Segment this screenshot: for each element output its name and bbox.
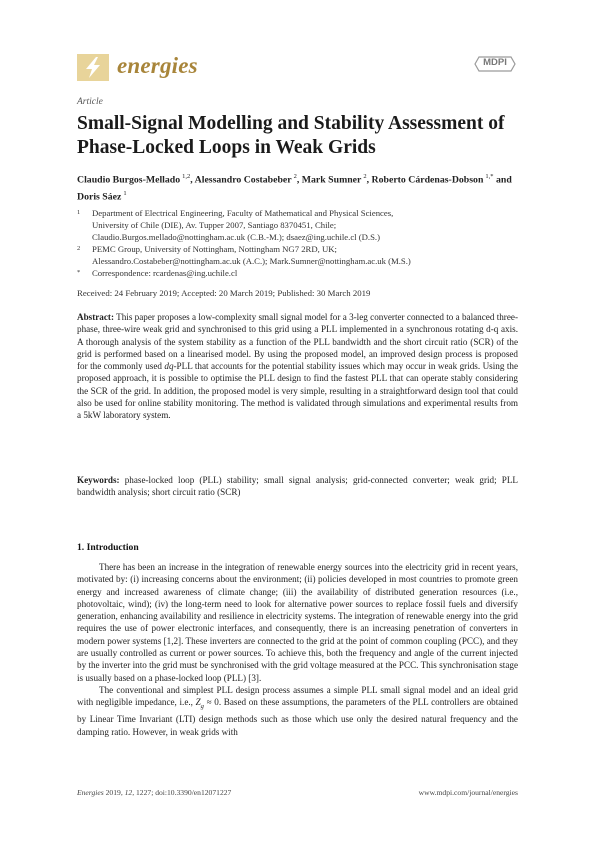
paragraph-2-text-b: ≈ 0. Based on these assumptions, the parameters of the PLL controllers are obtained by Linear Time Invariant (LTI) design methods such as those which use only the desired natural frequency and the damping ratio. However, in weak grids with	[77, 697, 518, 737]
body-paragraph-2	[77, 684, 518, 738]
author-name: Roberto Cárdenas-Dobson	[371, 174, 484, 186]
footer-year: 2019	[105, 788, 121, 797]
abstract-text-part-2: -PLL that accounts for the potential stability issues which may occur in weak grids. Using the proposed approach, it is possible to optimise the PLL design to find the fastest PLL that can operate stably considering the SCR of the grid. In addition, the proposed model is very simple, resulting in a straightforward design tool that could also be used for online stability monitoring. The method is validated through simulations and experimental results from a 5kW laboratory system.	[77, 361, 518, 420]
affiliation-line: Department of Electrical Engineering, Faculty of Mathematical and Physical Sciences,	[92, 208, 394, 218]
footer-citation: Energies 2019, 12, 1227; doi:10.3390/en12071227	[77, 788, 232, 797]
abstract-label: Abstract:	[77, 312, 114, 322]
abstract-text-part-1: This paper proposes a low-complexity small signal model for a 3-leg converter connected to a balanced three-phase, three-wire weak grid and synchronised to this grid using a PLL implemented in a synchronous rotating d-q axis. A thorough analysis of the system stability as a function of the PLL bandwidth and the short circuit ratio (SCR) of the grid is performed based on a linearised model. By using the proposed model, an improved design process is proposed for the commonly used	[77, 312, 518, 371]
mdpi-logo-text: MDPI	[483, 57, 507, 68]
journal-name: energies	[117, 53, 198, 78]
paragraph-2-math-z: Z	[195, 697, 201, 708]
affiliation-mark: 1	[77, 209, 81, 216]
author-separator: ,	[296, 174, 302, 186]
affiliation-2	[77, 243, 527, 267]
keywords	[77, 474, 518, 499]
author-separator: ,	[190, 174, 195, 186]
affiliation-line: Alessandro.Costabeber@nottingham.ac.uk (A.C.); Mark.Sumner@nottingham.ac.uk (M.S.)	[92, 256, 411, 266]
affiliation-1	[77, 207, 527, 243]
keywords-text: phase-locked loop (PLL) stability; small signal analysis; grid-connected converter; weak grid; PLL bandwidth analysis; short circuit ratio (SCR)	[77, 475, 518, 498]
article-type: Article	[77, 97, 103, 107]
affiliation-mark: 2	[77, 245, 81, 252]
author-separator: and	[493, 174, 512, 186]
affiliation-line: Claudio.Burgos.mellado@nottingham.ac.uk (C.B.-M.); dsaez@ing.uchile.cl (D.S.)	[92, 232, 381, 242]
abstract	[77, 311, 518, 421]
author-list	[77, 170, 527, 205]
affiliation-3	[77, 267, 527, 279]
affiliation-line: University of Chile (DIE), Av. Tupper 2007, Santiago 8370451, Chile;	[92, 220, 337, 230]
affiliation-line: PEMC Group, University of Nottingham, Nottingham NG7 2RD, UK;	[92, 244, 337, 254]
paper-title: Small-Signal Modelling and Stability Assessment of Phase-Locked Loops in Weak Grids	[77, 113, 505, 158]
paragraph-2-text-a: The conventional and simplest PLL design process assumes a simple PLL small signal model and an ideal grid with negligible impedance, i.e.,	[77, 685, 518, 708]
affiliation-mark: *	[77, 269, 81, 276]
author-name: Alessandro Costabeber	[194, 174, 292, 186]
author-name: Claudio Burgos-Mellado	[77, 174, 181, 186]
footer-journal: Energies	[77, 788, 104, 797]
mdpi-logo	[472, 55, 518, 73]
abstract-dq: dq	[164, 361, 174, 371]
footer-url[interactable]: www.mdpi.com/journal/energies	[418, 788, 518, 797]
affiliation-line: Correspondence: rcardenas@ing.uchile.cl	[92, 268, 238, 278]
keywords-label: Keywords:	[77, 475, 120, 485]
footer-doi: , 1227; doi:10.3390/en12071227	[132, 788, 232, 797]
section-heading: 1. Introduction	[77, 542, 139, 553]
energies-lightning-logo-icon	[77, 54, 109, 81]
footer-volume: 12	[124, 788, 133, 797]
author-affiliation-mark: 1,2	[182, 173, 191, 180]
body-paragraph-1: There has been an increase in the integration of renewable energy sources into the electricity grid in recent years, motivated by: (i) increasing concerns about the environment; (ii) policies developed in most countries to promote green energy and increased awareness of climate change; (iii) the availability of distributed generation resources (i.e., photovoltaic, wind); (iv) the long-term need to look for alternative power sources to replace fossil fuels and diversify generation, enhancing availability and resilience in electricity systems. The integration of renewable energy into the grid requires the use of power electronic interfaces, and consequently, there is an increasing penetration of converters in modern power systems [1,2]. These inverters are connected to the grid at the point of common coupling (PCC), and they are usually controlled as current or power sources. To achieve this, both the frequency and angle of the current injected by the inverter into the grid must be synchronised with the grid voltage measured at the PCC. This synchronisation stage is usually based on a phase-locked loop (PLL) [3].	[77, 562, 518, 683]
author-affiliation-mark: 2	[363, 173, 367, 180]
author-affiliation-mark: 2	[293, 173, 297, 180]
author-separator: ,	[366, 174, 372, 186]
author-name: Doris Sáez	[77, 191, 122, 203]
author-affiliation-mark: 1,*	[485, 173, 494, 180]
publication-dates: Received: 24 February 2019; Accepted: 20 March 2019; Published: 30 March 2019	[77, 288, 371, 298]
author-name: Mark Sumner	[301, 174, 362, 186]
paragraph-2-math-sub: g	[200, 703, 204, 711]
author-affiliation-mark: 1	[123, 190, 127, 198]
